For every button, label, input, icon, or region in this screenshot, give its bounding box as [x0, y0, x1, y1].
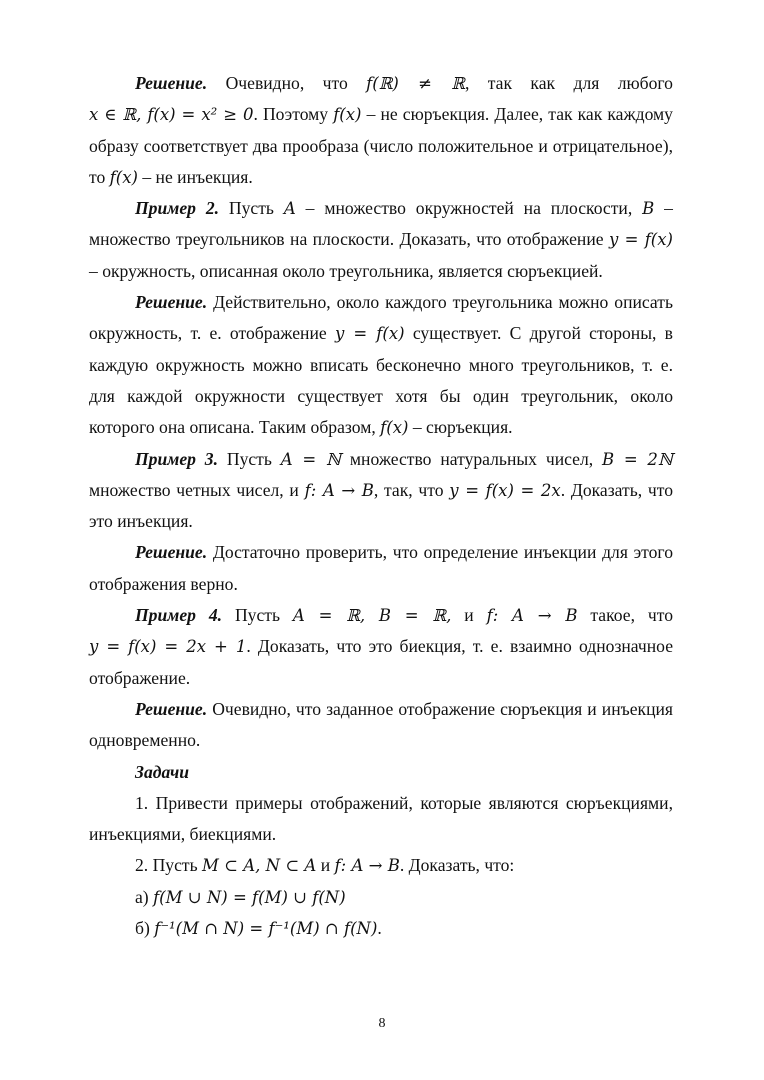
text: – множество окружностей на плоскости, [295, 198, 643, 219]
formula: f(x) [380, 418, 409, 438]
text: – множество треугольников на плоскости. Доказать, что отображение [89, 198, 673, 250]
text: Очевидно, что заданное отображение сюръекция и инъекция одновременно. [89, 698, 673, 751]
example-3 [89, 444, 673, 538]
example-label: Пример 4. [135, 605, 223, 626]
example-label: Пример 2. [135, 198, 220, 219]
text: и [451, 605, 487, 626]
formula: y = f(x) = 2x [449, 480, 561, 500]
formula: B [642, 199, 655, 219]
text: – не сюръекция. Далее, так как каждому образу соответствует два прообраза (число положительное и отрицательное), то [89, 104, 673, 187]
text: . Доказать, что это инъекция. [89, 479, 673, 532]
text: 2. Пусть [135, 855, 203, 876]
formula: f(x) [333, 105, 362, 125]
page-number: 8 [378, 1016, 386, 1031]
formula: y = f(x) [609, 230, 673, 250]
formula: A = ℕ [280, 449, 342, 469]
task-2a [89, 882, 673, 913]
example-2 [89, 193, 673, 287]
text: а) [135, 886, 154, 907]
formula: f: A → B [304, 480, 374, 500]
formula: x ∈ ℝ, f(x) = x² ≥ 0 [89, 105, 254, 125]
formula: y = f(x) [334, 324, 405, 344]
tasks-heading-label: Задачи [135, 761, 190, 782]
tasks-heading [89, 757, 673, 788]
text: . [377, 918, 382, 939]
text: множество четных чисел, и [89, 479, 305, 500]
formula: B = 2ℕ [602, 449, 673, 469]
example-4 [89, 600, 673, 694]
solution-4 [89, 694, 673, 757]
formula: A = ℝ, B = ℝ, [292, 606, 452, 626]
solution-1 [89, 68, 673, 193]
formula: f: A → B [486, 606, 578, 626]
page-content [89, 68, 673, 944]
text: . Поэтому [253, 104, 334, 125]
text: Очевидно, что [207, 73, 367, 93]
example-label: Пример 3. [135, 448, 218, 469]
formula: f(x) [109, 167, 138, 187]
text: Достаточно проверить, что определение инъекции для этого отображения верно. [89, 542, 673, 594]
text: множество натуральных чисел, [341, 448, 602, 469]
text: – не инъекция. [137, 166, 253, 187]
text: б) [135, 918, 155, 939]
text: Пусть [219, 198, 284, 219]
solution-label: Решение. [135, 292, 208, 313]
formula: f⁻¹(M ∩ N) = f⁻¹(M) ∩ f(N) [154, 919, 378, 939]
text: существует. С другой стороны, в каждую окружность можно вписать бесконечно много треугольников, т. е. для каждой окружности существует хотя бы один треугольник, около которого она описана. Таким образом, [89, 323, 673, 438]
text: – сюръекция. [408, 417, 513, 438]
text: и [316, 855, 335, 876]
formula: A [283, 199, 296, 219]
solution-label: Решение. [135, 542, 208, 563]
task-2 [89, 850, 673, 881]
solution-label: Решение. [135, 73, 208, 93]
text: . Доказать, что: [399, 855, 515, 876]
formula: f(ℝ) ≠ ℝ [366, 74, 465, 93]
solution-2 [89, 287, 673, 443]
task-2b [89, 913, 673, 944]
text: Пусть [222, 605, 293, 626]
text: – окружность, описанная около треугольника, является сюръекцией. [89, 260, 603, 281]
formula: f: A → B [334, 856, 400, 876]
text: , так как для любого [464, 73, 673, 93]
text: . Доказать, что это биекция, т. е. взаимно однозначное отображение. [89, 636, 673, 688]
formula: f(M ∪ N) = f(M) ∪ f(N) [153, 887, 346, 907]
solution-label: Решение. [135, 698, 208, 719]
text: Действительно, около каждого треугольника можно описать окружность, т. е. отображение [89, 292, 673, 344]
solution-3 [89, 537, 673, 600]
formula: y = f(x) = 2x + 1 [89, 637, 247, 657]
formula: M ⊂ A, N ⊂ A [202, 856, 317, 876]
text: такое, что [577, 605, 673, 626]
task-1: 1. Привести примеры отображений, которые являются сюръекциями, инъекциями, биекциями. [89, 792, 673, 845]
text: , так, что [373, 479, 450, 500]
text: Пусть [218, 448, 281, 469]
